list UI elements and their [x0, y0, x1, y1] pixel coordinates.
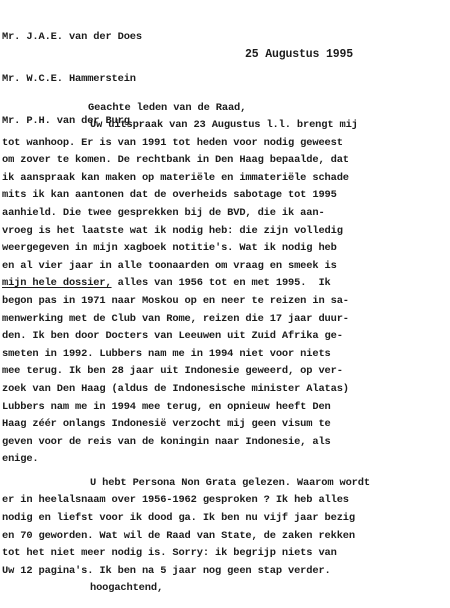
text-line [0, 311, 450, 329]
line-text: menwerking met de Club van Rome, reizen die 17 jaar duur- [2, 312, 349, 325]
letter-date: 25 Augustus 1995 [245, 48, 354, 61]
text-line [0, 223, 450, 241]
line-text: tot wanhoop. Er is van 1991 tot heden voor nodig geweest [2, 136, 343, 149]
line-text: enige. [2, 453, 39, 466]
line-text: nodig en liefst voor ik dood ga. Ik ben nu vijf jaar bezig [2, 512, 355, 525]
text-line [0, 510, 450, 528]
text-line [0, 451, 450, 469]
salutation: Geachte leden van de Raad, [88, 102, 247, 114]
text-line [0, 434, 450, 452]
line-text: Haag zéér onlangs Indonesië verzocht mij geen visum te [2, 418, 331, 431]
text-line [0, 205, 450, 223]
text-line [0, 492, 450, 510]
text-line [0, 117, 450, 135]
line-text: den. Ik ben door Docters van Leeuwen uit Zuid Afrika ge- [2, 330, 343, 343]
text-line [0, 416, 450, 434]
text-line [0, 152, 450, 170]
line-text: ik aanspraak kan maken op materiële en immateriële schade [2, 171, 349, 184]
line-text: vroeg is het laatste wat ik nodig heb: die zijn volledig [2, 224, 343, 237]
text-line [0, 381, 450, 399]
text-line [0, 528, 450, 546]
line-text: en al vier jaar in alle toonaarden om vraag en smeek is [2, 259, 337, 272]
line-text: om zover te komen. De rechtbank in Den Haag bepaalde, dat [2, 154, 349, 167]
line-text: aanhield. Die twee gesprekken bij de BVD, die ik aan- [2, 206, 325, 219]
text-line [0, 475, 450, 493]
text-line [0, 240, 450, 258]
text-line [0, 328, 450, 346]
line-text: weergegeven in mijn xagboek notitie's. Wat ik nodig heb [2, 242, 337, 255]
line-text: mee terug. Ik ben 28 jaar uit Indonesie geweerd, op ver- [2, 365, 343, 378]
line-text: tot het niet meer nodig is. Sorry: ik begrijp niets van [2, 547, 337, 560]
text-line [0, 363, 450, 381]
text-line [0, 545, 450, 563]
line-text: Lubbers nam me in 1994 mee terug, en opnieuw heeft Den [2, 400, 331, 413]
line-text: mits ik kan aantonen dat de overheids sabotage tot 1995 [2, 189, 337, 202]
text-line [0, 293, 450, 311]
line-text: U hebt Persona Non Grata gelezen. Waarom wordt [90, 476, 370, 489]
line-text: er in heelalsnaam over 1956-1962 gesproken ? Ik heb alles [2, 494, 349, 507]
addressee-line: Mr. P.H. van der Burg [2, 115, 130, 127]
underlined-phrase: mijn hele dossier, [2, 277, 112, 290]
text-line [0, 563, 450, 581]
closing-line [0, 580, 450, 598]
line-text: alles van 1956 tot en met 1995. Ik [111, 277, 331, 290]
text-line [0, 399, 450, 417]
line-text: Uw 12 pagina's. Ik ben na 5 jaar nog geen stap verder. [2, 564, 331, 577]
addressee-line: Mr. J.A.E. van der Does [2, 31, 142, 43]
line-text: Uw uitspraak van 23 Augustus l.l. brengt mij [90, 119, 358, 131]
letter-body [0, 117, 450, 598]
line-text: smeten in 1992. Lubbers nam me in 1994 niet voor niets [2, 347, 331, 360]
line-text: geven voor de reis van de koningin naar Indonesie, als [2, 435, 331, 448]
text-line [0, 135, 450, 153]
line-text: begon pas in 1971 naar Moskou op en neer te reizen in sa- [2, 294, 349, 307]
text-line [0, 170, 450, 188]
closing: hoogachtend, [90, 582, 164, 595]
text-line [0, 187, 450, 205]
line-text: en 70 geworden. Wat wil de Raad van State, de zaken rekken [2, 529, 355, 542]
text-line [0, 275, 450, 293]
line-text: zoek van Den Haag (aldus de Indonesische minister Alatas) [2, 382, 349, 395]
text-line [0, 346, 450, 364]
addressee-line: Mr. W.C.E. Hammerstein [2, 73, 136, 85]
text-line [0, 258, 450, 276]
